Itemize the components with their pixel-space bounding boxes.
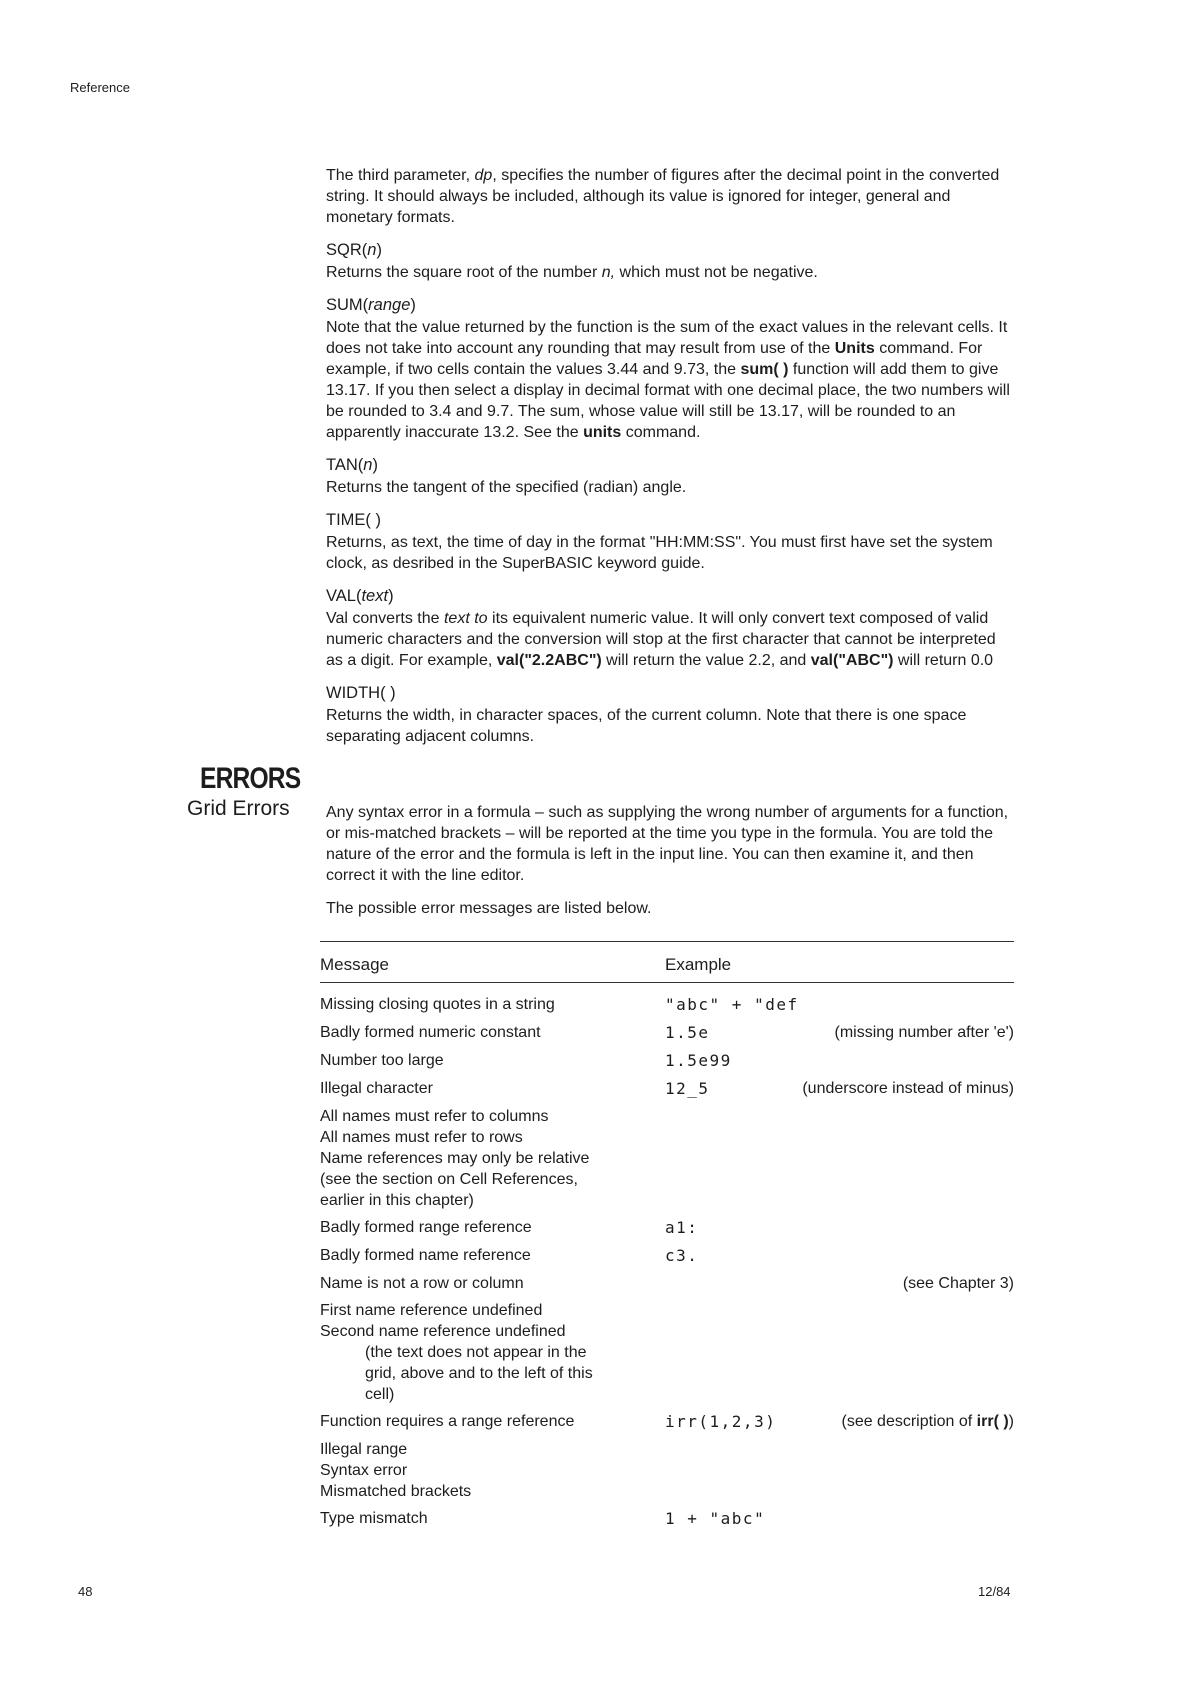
message-line: Badly formed name reference [320, 1247, 531, 1264]
message-line: Number too large [320, 1052, 444, 1069]
message-line: Type mismatch [320, 1510, 428, 1527]
error-example [665, 1106, 1014, 1211]
table-row [320, 1273, 1014, 1294]
table-row [320, 1300, 1014, 1405]
error-message [320, 1300, 665, 1405]
message-line: (the text does not appear in the [365, 1344, 587, 1361]
message-line: All names must refer to columns [320, 1108, 549, 1125]
function-entry [326, 240, 1014, 283]
example-code: 1 + "abc" [665, 1509, 766, 1528]
table-row [320, 1106, 1014, 1211]
message-line: First name reference undefined [320, 1302, 543, 1319]
example-note: (see Chapter 3) [902, 1275, 1014, 1292]
message-line: Badly formed range reference [320, 1219, 532, 1236]
function-argument: n [363, 456, 373, 474]
error-example [665, 1273, 1014, 1294]
function-signature [326, 683, 1014, 704]
message-line: Name references may only be relative [320, 1150, 590, 1167]
running-head: Reference [70, 80, 130, 95]
function-description: Note that the value returned by the function is the sum of the exact values in the relevant cells. It does not take into account any rounding that may result from use of the Units command. For example, if two cells contain the values 3.44 and 9.73, the sum( ) function will add them to give 13.17. If you then select a display in decimal format with one decimal place, the two numbers will be rounded to 3.4 and 9.7. The sum, whose value will still be 13.17, will be rounded to an apparently inaccurate 13.2. See the units command. [326, 319, 1010, 441]
message-line: Illegal character [320, 1080, 433, 1097]
function-name: TIME( ) [326, 511, 381, 529]
error-example [665, 1245, 1014, 1267]
function-signature [326, 295, 1014, 316]
example-code: 12_5 [665, 1079, 710, 1098]
message-line: All names must refer to rows [320, 1129, 523, 1146]
table-row [320, 1508, 1014, 1530]
errors-body [326, 802, 1014, 931]
error-message [320, 994, 665, 1016]
function-close: ) [410, 296, 416, 314]
message-line: cell) [365, 1386, 395, 1403]
error-message [320, 1439, 665, 1502]
error-example [665, 1050, 1014, 1072]
example-code: a1: [665, 1218, 699, 1237]
message-line: Syntax error [320, 1462, 408, 1479]
error-example [665, 994, 1014, 1016]
function-description: Val converts the text to its equivalent numeric value. It will only convert text composed of valid numeric characters and the conversion will stop at the first character that cannot be interpreted as a digit. For example, val("2.2ABC") will return the value 2.2, and val("ABC") will return 0.0 [326, 610, 996, 669]
message-line: Second name reference undefined [320, 1323, 566, 1340]
table-row [320, 994, 1014, 1016]
function-description: Returns the square root of the number n, which must not be negative. [326, 264, 818, 281]
message-line: (see the section on Cell References, [320, 1171, 578, 1188]
function-argument: range [368, 296, 411, 314]
message-line: Name is not a row or column [320, 1275, 524, 1292]
errors-heading: ERRORS [200, 762, 301, 795]
function-close: ) [388, 587, 394, 605]
error-message [320, 1245, 665, 1267]
table-row [320, 1022, 1014, 1044]
table-header [320, 955, 1014, 983]
function-entry [326, 586, 1014, 671]
example-code: irr(1,2,3) [665, 1412, 777, 1431]
header-message: Message [320, 955, 389, 974]
error-message [320, 1273, 665, 1294]
example-code: 1.5e [665, 1023, 710, 1042]
error-message [320, 1411, 665, 1433]
function-name: WIDTH( ) [326, 684, 396, 702]
grid-errors-heading: Grid Errors [187, 797, 290, 820]
function-entry [326, 510, 1014, 574]
example-note: (see description of irr( )) [841, 1413, 1014, 1430]
message-line: Function requires a range reference [320, 1413, 575, 1430]
function-entry [326, 683, 1014, 747]
function-close: ) [376, 241, 382, 259]
table-row [320, 1078, 1014, 1100]
errors-paragraph: Any syntax error in a formula – such as supplying the wrong number of arguments for a function, or mis-matched brackets – will be reported at the time you type in the formula. You are told the nature of the error and the formula is left in the input line. You can then examine it, and then correct it with the line editor. [326, 804, 1009, 884]
function-description: Returns, as text, the time of day in the format "HH:MM:SS". You must first have set the system clock, as desribed in the SuperBASIC keyword guide. [326, 534, 993, 572]
table-row [320, 1050, 1014, 1072]
error-message [320, 1106, 665, 1211]
error-messages-table [320, 941, 1014, 1536]
error-example [665, 1300, 1014, 1405]
error-message [320, 1217, 665, 1239]
function-description: Returns the width, in character spaces, of the current column. Note that there is one space separating adjacent columns. [326, 707, 967, 745]
function-name: SQR( [326, 241, 368, 259]
function-description: Returns the tangent of the specified (radian) angle. [326, 479, 687, 496]
function-signature [326, 455, 1014, 476]
error-message [320, 1508, 665, 1530]
error-example [665, 1022, 1014, 1044]
message-line: earlier in this chapter) [320, 1192, 474, 1209]
function-argument: n [367, 241, 377, 259]
message-line: Badly formed numeric constant [320, 1024, 541, 1041]
function-name: VAL( [326, 587, 362, 605]
page-number: 48 [78, 1584, 93, 1599]
error-example [665, 1411, 1014, 1433]
example-code: 1.5e99 [665, 1051, 732, 1070]
example-code: "abc" + "def [665, 995, 799, 1014]
error-example [665, 1217, 1014, 1239]
header-example: Example [665, 955, 732, 974]
table-row [320, 1217, 1014, 1239]
function-signature [326, 586, 1014, 607]
function-list [326, 240, 1014, 747]
message-line: grid, above and to the left of this [365, 1365, 593, 1382]
example-code: c3. [665, 1246, 699, 1265]
function-close: ) [372, 456, 378, 474]
function-entry [326, 295, 1014, 443]
message-line: Illegal range [320, 1441, 408, 1458]
error-message [320, 1050, 665, 1072]
error-example [665, 1078, 1014, 1100]
function-name: TAN( [326, 456, 364, 474]
table-body [320, 994, 1014, 1530]
function-argument: text [361, 587, 389, 605]
errors-list-intro: The possible error messages are listed below. [326, 900, 652, 917]
table-row [320, 1411, 1014, 1433]
error-message [320, 1078, 665, 1100]
error-example [665, 1508, 1014, 1530]
table-row [320, 1439, 1014, 1502]
message-line: Missing closing quotes in a string [320, 996, 555, 1013]
function-reference [326, 165, 1014, 759]
table-row [320, 1245, 1014, 1267]
date-code: 12/84 [978, 1584, 1011, 1599]
example-note: (underscore instead of minus) [802, 1080, 1014, 1097]
error-example [665, 1439, 1014, 1502]
example-note: (missing number after 'e') [834, 1024, 1014, 1041]
message-line: Mismatched brackets [320, 1483, 472, 1500]
function-signature [326, 510, 1014, 531]
table-top-rule [320, 941, 1014, 942]
error-message [320, 1022, 665, 1044]
intro-paragraph: The third parameter, dp, specifies the number of figures after the decimal point in the converted string. It should always be included, although its value is ignored for integer, general and monetary formats. [326, 167, 1000, 226]
function-entry [326, 455, 1014, 498]
function-name: SUM( [326, 296, 369, 314]
function-signature [326, 240, 1014, 261]
